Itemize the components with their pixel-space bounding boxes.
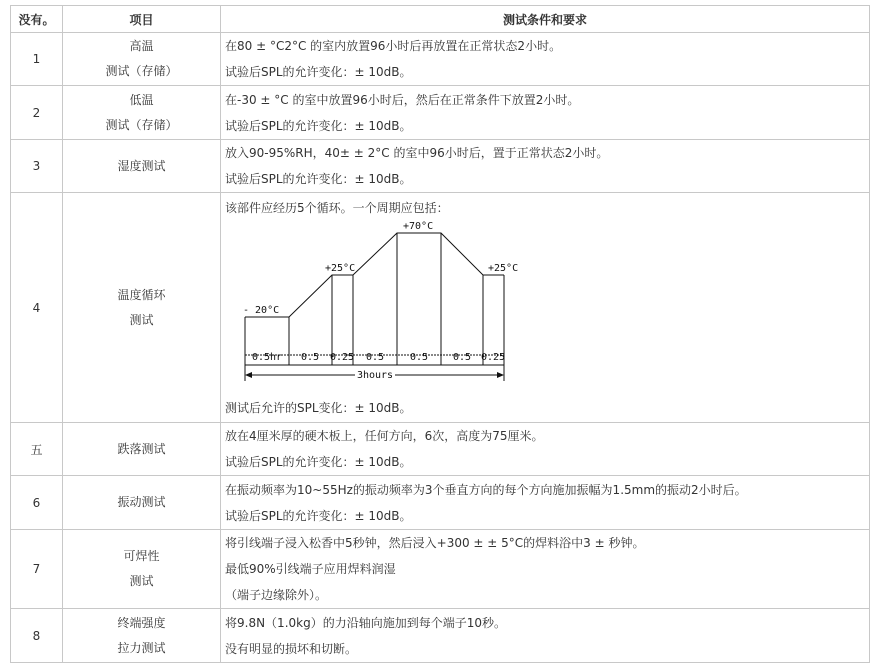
arrowhead bbox=[497, 372, 504, 378]
row-num: 7 bbox=[11, 530, 63, 609]
table-row bbox=[11, 86, 870, 140]
table-header-row bbox=[11, 6, 870, 33]
row-item: 振动测试 bbox=[63, 476, 221, 530]
row-condition: 将引线端子浸入松香中5秒钟，然后浸入+300 ± ± 5°C的焊料浴中3 ± 秒钟。 最低90%引线端子应用焊料润湿 （端子边缘除外）。 bbox=[221, 530, 870, 609]
row-condition: 放在4厘米厚的硬木板上，任何方向，6次，高度为75厘米。 试验后SPL的允许变化：± 10dB。 bbox=[221, 423, 870, 476]
table-row bbox=[11, 530, 870, 609]
segment-label: 0.5 bbox=[452, 351, 472, 363]
header-num: 没有。 bbox=[11, 6, 63, 33]
row-item: 终端强度 拉力测试 bbox=[63, 609, 221, 663]
temp-label-mid-left: +25°C bbox=[325, 262, 356, 274]
table-row bbox=[11, 476, 870, 530]
segment-label: 0.5 bbox=[300, 351, 320, 363]
header-item: 项目 bbox=[63, 6, 221, 33]
segment-label: 0.25 bbox=[480, 351, 506, 363]
row-num: 6 bbox=[11, 476, 63, 530]
temp-label-mid-right: +25°C bbox=[488, 262, 519, 274]
table-row bbox=[11, 33, 870, 86]
row-item: 低温 测试（存储） bbox=[63, 86, 221, 140]
temp-label-low: - 20°C bbox=[243, 304, 280, 316]
row-item: 高温 测试（存储） bbox=[63, 33, 221, 86]
header-cond: 测试条件和要求 bbox=[221, 6, 870, 33]
temperature-profile-line bbox=[245, 233, 504, 317]
row-num: 8 bbox=[11, 609, 63, 663]
row-item: 跌落测试 bbox=[63, 423, 221, 476]
table-row bbox=[11, 193, 870, 423]
row-condition: 将9.8N（1.0kg）的力沿轴向施加到每个端子10秒。 没有明显的损坏和切断。 bbox=[221, 609, 870, 663]
row-num: 2 bbox=[11, 86, 63, 140]
row-condition: 在-30 ± °C 的室中放置96小时后，然后在正常条件下放置2小时。 试验后SPL的允许变化：± 10dB。 bbox=[221, 86, 870, 140]
row-num: 五 bbox=[11, 423, 63, 476]
row-item: 可焊性 测试 bbox=[63, 530, 221, 609]
segment-label: 0.25 bbox=[329, 351, 355, 363]
total-duration-label: 3hours bbox=[356, 369, 394, 381]
row-num: 3 bbox=[11, 140, 63, 193]
row-condition: 在振动频率为10~55Hz的振动频率为3个垂直方向的每个方向施加振幅为1.5mm的振动2小时后。 试验后SPL的允许变化：± 10dB。 bbox=[221, 476, 870, 530]
row-item: 温度循环 测试 bbox=[63, 193, 221, 423]
table-row bbox=[11, 423, 870, 476]
arrowhead bbox=[245, 372, 252, 378]
temp-label-high: +70°C bbox=[403, 220, 434, 232]
segment-label: 0.5 bbox=[365, 351, 385, 363]
segment-label: 0.5hr bbox=[251, 351, 283, 363]
test-spec-table bbox=[10, 5, 870, 663]
row-item: 湿度测试 bbox=[63, 140, 221, 193]
table-row bbox=[11, 609, 870, 663]
segment-label: 0.5 bbox=[409, 351, 429, 363]
row-num: 4 bbox=[11, 193, 63, 423]
row-num: 1 bbox=[11, 33, 63, 86]
row-condition: 该部件应经历5个循环。一个周期应包括： - 20°C +25°C +70°C +25°C 0.5hr 0.5 0.25 0.5 0.5 0.5 0.25 3hours 测试后允许的SPL变化：± 10dB。 bbox=[221, 193, 870, 423]
temperature-cycle-diagram bbox=[225, 221, 525, 395]
row-condition: 在80 ± °C2°C 的室内放置96小时后再放置在正常状态2小时。 试验后SPL的允许变化：± 10dB。 bbox=[221, 33, 870, 86]
row-condition: 放入90-95%RH，40± ± 2°C 的室中96小时后，置于正常状态2小时。 试验后SPL的允许变化：± 10dB。 bbox=[221, 140, 870, 193]
table-row bbox=[11, 140, 870, 193]
